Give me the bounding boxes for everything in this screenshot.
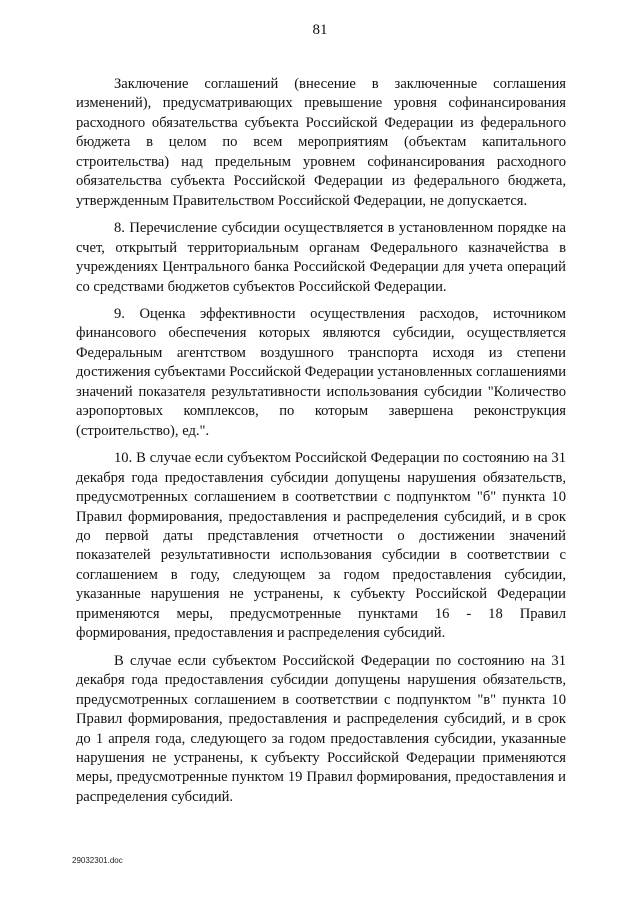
footer-filename: 29032301.doc bbox=[72, 856, 123, 865]
paragraph-agreement-conclusion: Заключение соглашений (внесение в заключенные соглашения изменений), предусматривающих превышение уровня софинансирования расходного обязательства субъекта Российской Федерации из федерального бюджета в целом по всем мероприятиям (объектам капитального строительства) над предельным уровнем софинансирования расходного обязательства субъекта Российской Федерации из федерального бюджета, утвержденным Правительством Российской Федерации, не допускается. bbox=[76, 76, 566, 209]
page-number: 81 bbox=[312, 22, 328, 38]
paragraph-10-violations: 10. В случае если субъектом Российской Федерации по состоянию на 31 декабря года предоставления субсидии допущены нарушения обязательств, предусмотренных соглашением в соответствии с подпунктом "б" пункта 10 Правил формирования, предоставления и распределения субсидий, и в срок до первой даты представления отчетности о достижении значений показателей результативности использования субсидии в соответствии с соглашением в году, следующем за годом предоставления субсидии, указанные нарушения не устранены, к субъекту Российской Федерации применяются меры, предусмотренные пунктами 16 - 18 Правил формирования, предоставления и распределения субсидий. bbox=[76, 450, 566, 642]
document-body bbox=[76, 75, 566, 815]
paragraph-8-subsidy-transfer: 8. Перечисление субсидии осуществляется в установленном порядке на счет, открытый территориальным органам Федерального казначейства в учреждениях Центрального банка Российской Федерации для учета операций со средствами бюджетов субъектов Российской Федерации. bbox=[76, 220, 566, 295]
paragraph-violations-subitem-v: В случае если субъектом Российской Федерации по состоянию на 31 декабря года предоставления субсидии допущены нарушения обязательств, предусмотренных соглашением в соответствии с подпунктом "в" пункта 10 Правил формирования, предоставления и распределения субсидий, и в срок до 1 апреля года, следующего за годом предоставления субсидии, указанные нарушения не устранены, к субъекту Российской Федерации применяются меры, предусмотренные пунктом 19 Правил формирования, предоставления и распределения субсидий. bbox=[76, 652, 566, 805]
paragraph-9-efficiency-assessment: 9. Оценка эффективности осуществления расходов, источником финансового обеспечения которых являются субсидии, осуществляется Федеральным агентством воздушного транспорта исходя из степени достижения субъектами Российской Федерации установленных соглашениями значений показателя результативности использования субсидии "Количество аэропортовых комплексов, по которым завершена реконструкция (строительство), ед.". bbox=[76, 305, 566, 439]
